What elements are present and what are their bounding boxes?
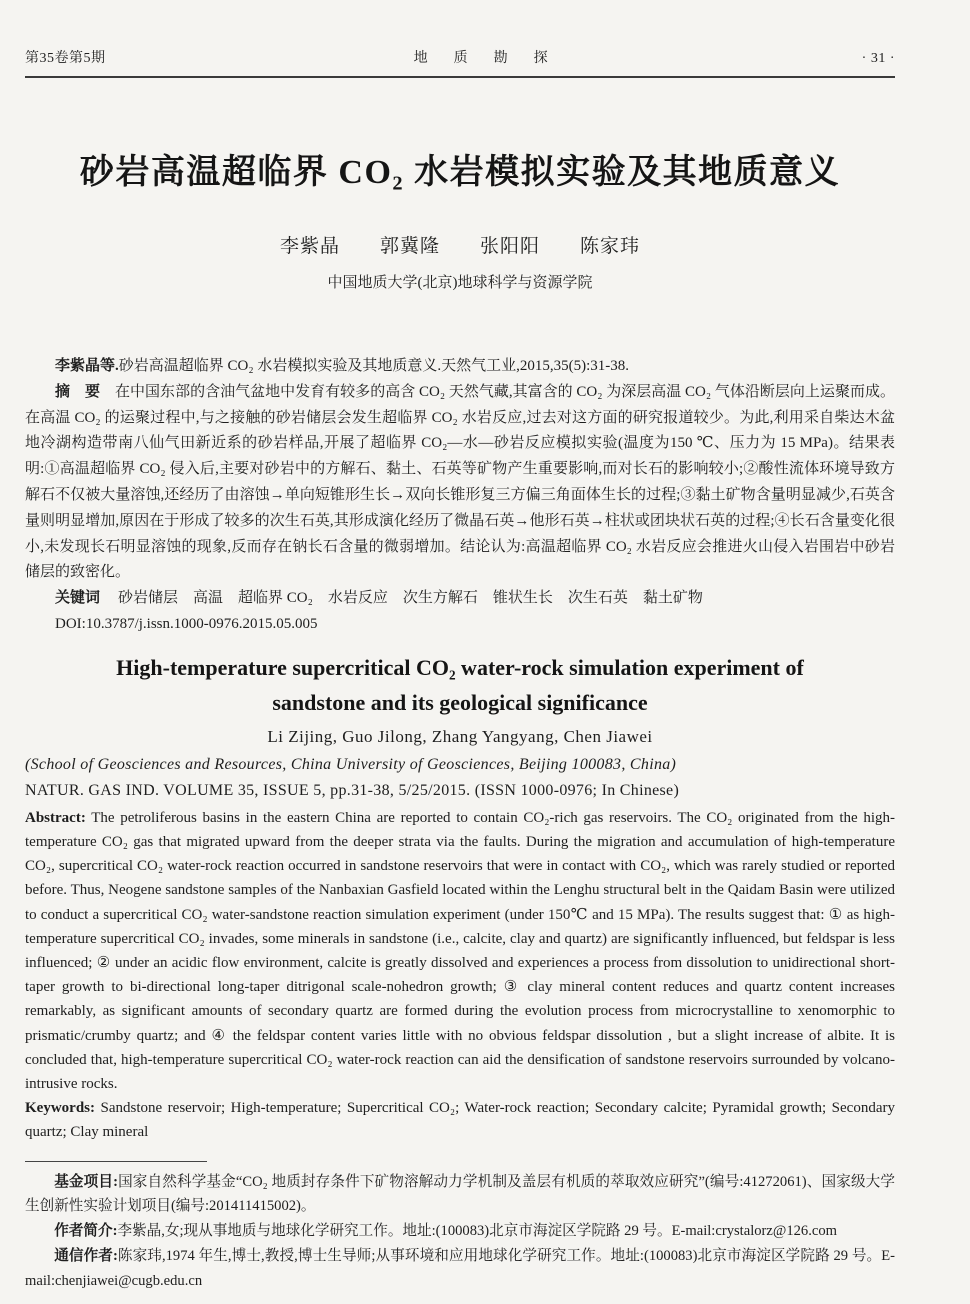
article-title-cn: 砂岩高温超临界 CO₂ 水岩模拟实验及其地质意义 [79,154,841,191]
abstract-text-cn: 在中国东部的含油气盆地中发育有较多的高含 CO₂ 天然气藏,其富含的 CO₂ 为深层高温 CO₂ 气体沿断层向上运聚而成。在高温 CO₂ 的运聚过程中,与之接触的砂岩储层会发生超临界 CO₂ 水岩反应,过去对这方面的研究报道较少。为此,利用采自柴达木盆地冷湖构造带南八仙气田新近系的砂岩样品,开展了超临界 CO₂—水—砂岩反应模拟实验(温度为150 ℃、压力为 15 MPa)。结果表明:①高温超临界 CO₂ 侵入后,主要对砂岩中的方解石、黏土、石英等矿物产生重要影响,而对长石的影响较小;②酸性流体环境导致方解石不仅被大量溶蚀,还经历了由溶蚀→单向短锥形生长→双向长锥形复三方偏三角面体生长的过程;③黏土矿物含量明显减少,石英含量则明显增加,原因在于形成了较多的次生石英,其形成演化经历了微晶石英→他形石英→柱状或团块状石英的过程;④长石含量变化很小,未发现长石明显溶蚀的现象,反而存在钠长石含量的微弱增加。结论认为:高温超临界 CO₂ 水岩反应会推进火山侵入岩围岩中砂岩储层的致密化。 [25,383,895,581]
footnotes [25,1170,895,1294]
abstract-cn [25,380,895,586]
chinese-abstract-block [25,354,895,638]
corresponding-author-text: 陈家玮,1974 年生,博士,教授,博士生导师;从事环境和应用地球化学研究工作。地址:(100083)北京市海淀区学院路 29 号。E-mail:chenjiawei@cugb.edu.cn [25,1248,895,1289]
abstract-label-en: Abstract: [25,809,86,826]
page-content [25,0,895,1294]
fund-text: 国家自然科学基金“CO₂ 地质封存条件下矿物溶解动力学机制及盖层有机质的萃取效应研究”(编号:41272061)、国家级大学生创新性实验计划项目(编号:201411415002)。 [25,1173,895,1215]
abstract-label-cn: 摘 要 [55,383,101,400]
affiliation-cn: 中国地质大学(北京)地球科学与资源学院 [327,275,593,291]
journal-name: 地 质 勘 探 [413,51,554,66]
journal-header [25,0,895,78]
english-abstract-block [25,806,895,1145]
keywords-label-en: Keywords: [25,1100,95,1117]
article-title-en-line2: sandstone and its geological significance [272,689,648,715]
author-bio-note [25,1219,895,1244]
article-title-en [25,650,895,720]
keywords-text-cn: 砂岩储层 高温 超临界 CO₂ 水岩反应 次生方解石 锥状生长 次生石英 黏土矿物 [118,590,703,607]
authors-cn: 李紫晶 郭冀隆 张阳阳 陈家玮 [279,236,640,257]
footnote-divider [25,1161,207,1162]
keywords-en [25,1096,895,1144]
keywords-text-en: Sandstone reservoir; High-temperature; Supercritical CO₂; Water-rock reaction; Secondary calcite; Pyramidal growth; Secondary quartz; Clay mineral [25,1100,895,1141]
author-bio-text: 李紫晶,女;现从事地质与地球化学研究工作。地址:(100083)北京市海淀区学院路 29 号。E-mail:crystalorz@126.com [117,1223,837,1240]
corresponding-author-label: 通信作者: [54,1248,118,1264]
citation-line [25,354,895,380]
corresponding-author-note [25,1244,895,1294]
author-bio-label: 作者简介: [54,1223,118,1240]
authors-en: Li Zijing, Guo Jilong, Zhang Yangyang, Chen Jiawei [267,726,653,746]
fund-note [25,1170,895,1220]
keywords-cn [25,586,895,612]
abstract-text-en: The petroliferous basins in the eastern China are reported to contain CO₂-rich gas reservoirs. The CO₂ originated from the high-temperature CO₂ gas that migrated upward from the deeper strata via the faults. During the migration and accumulation of high-temperature CO₂, supercritical CO₂ water-rock reaction occurred in sandstone reservoirs that were in contact with CO₂, which was rarely studied or reported before. Thus, Neogene sandstone samples of the Nanbaxian Gasfield located within the Lenghu structural belt in the Qaidam Basin were utilized to conduct a supercritical CO₂ water-sandstone reaction simulation experiment (under 150℃ and 15 MPa). The results suggest that: ① as high-temperature supercritical CO₂ invades, some minerals in sandstone (i.e., calcite, clay and quartz) are significantly influenced, but feldspar is less influenced; ② under an acidic flow environment, calcite is greatly dissolved and experiences a process from dissolution to unidirectional short-taper growth to bi-directional long-taper ditrigonal scale-nohedron growth; ③ clay mineral content reduces and quartz content increases remarkably, as significant amounts of secondary quartz are formed during the evolution process from microcrystalline to xenomorphic to prismatic/crumby quartz; and ④ the feldspar content varies little with no obvious feldspar dissolution , but a slight increase of albite. It is concluded that, high-temperature supercritical CO₂ water-rock reaction can aid the densification of sandstone reservoirs surrounded by volcano-intrusive rocks. [25,809,895,1092]
article-title-en-line1: High-temperature supercritical CO₂ water-rock simulation experiment of [116,654,804,680]
doi-line: DOI:10.3787/j.issn.1000-0976.2015.05.005 [55,615,318,632]
citation-text: 砂岩高温超临界 CO₂ 水岩模拟实验及其地质意义.天然气工业,2015,35(5):31-38. [118,358,629,374]
keywords-label-cn: 关键词 [55,590,101,607]
abstract-en [25,806,895,1096]
volume-issue: 第35卷第5期 [25,51,106,66]
fund-label: 基金项目: [54,1173,118,1190]
affiliation-en: (School of Geosciences and Resources, China University of Geosciences, Beijing 100083, China) [25,755,677,773]
citation-authors: 李紫晶等. [55,358,119,374]
journal-info-en: NATUR. GAS IND. VOLUME 35, ISSUE 5, pp.31-38, 5/25/2015. (ISSN 1000-0976; In Chinese) [25,781,680,799]
page-number: · 31 · [861,51,895,66]
